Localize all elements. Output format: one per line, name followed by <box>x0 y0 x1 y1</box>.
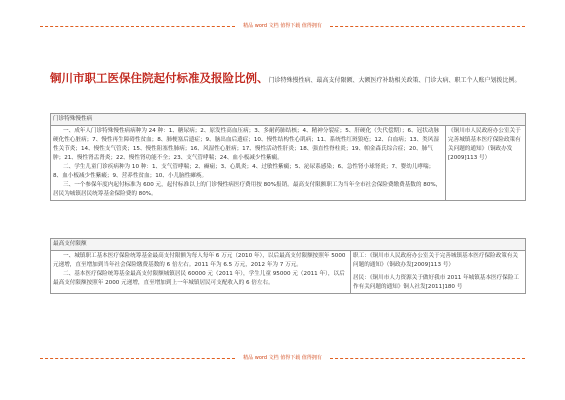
banner-text: 精品 word 文档 值得下载 值得拥有 <box>243 355 322 361</box>
title-subjects: 门诊特殊慢性病、最高支付限额、大额医疗补助相关政策、门诊大病、职工个人账户划拨比例。 <box>268 77 521 84</box>
payment-cap-table <box>50 238 526 294</box>
banner-divider-left <box>40 358 235 359</box>
chronic-disease-content <box>51 126 446 201</box>
document-title <box>50 70 530 87</box>
banner-text: 精品 word 文档 值得下载 值得拥有 <box>243 23 322 29</box>
banner-divider-right <box>330 26 525 27</box>
reimbursement-rule: 三、一个参保年度内起付标准为 600 元，起付标准以上的门诊慢性病医疗费用按 80%报销。最高支付限额职工为当年全市社会保险费缴费基数的 80%，居民为城镇居民统筹基金保险费的 80%。 <box>53 182 442 197</box>
payment-cap-heading: 最高支付限额 <box>51 239 526 251</box>
payment-cap-content <box>51 251 351 294</box>
title-main: 铜川市职工医保住院起付标准及报险比例、 <box>50 71 269 85</box>
payment-cap-source <box>351 251 526 294</box>
chronic-disease-table <box>50 113 526 201</box>
header-banner <box>0 20 565 32</box>
employee-cap-rule: 一、城镇职工基本医疗保险统筹基金最高支付限额为每人每年 6 万元（2010 年），以后最高支付限额按照年 5000 元递增，直至增加到当年社会保险缴费基数的 6 倍左右。2011 年为 6.5 万元，2012 年为 7 万元。 <box>53 253 346 268</box>
chronic-disease-heading: 门诊特殊慢性病 <box>51 114 526 126</box>
footer-banner <box>0 352 565 364</box>
employee-policy-source: 职工：《铜川市人民政府办公室关于完善城镇基本医疗保险政策有关问题的通知》（铜政办发[2009]113 号） <box>353 253 519 268</box>
banner-divider-left <box>40 26 235 27</box>
banner-divider-right <box>330 358 525 359</box>
chronic-disease-source: 《铜川市人民政府办公室关于完善城镇基本医疗保险政策有关问题的通知》（铜政办发[2009]113 号） <box>446 126 526 201</box>
adult-disease-list: 一、成年人门诊特殊慢性病病种为 24 种：1、糖尿病；2、原发性高血压病；3、多耐药肺结核；4、精神分裂症；5、肝硬化（失代偿期）；6、冠状动脉硬化性心脏病；7、慢性再生障碍性贫血；8、肺梗塞后遗症；9、脑出血后遗症；10、慢性结构性心肌病；11、系统性红斑狼疮；12、白血病；13、类风湿性关节炎；14、慢性支气管炎；15、慢性阻塞性肺病；16、风湿性心脏病；17、慢性活动性肝炎；18、强直性脊柱炎；19、帕金森氏综合症；20、肺气肿；21、慢性肾盂肾炎；22、慢性肾功能不全；23、支气管哮喘；24、血小板减少性紫癜。 <box>53 128 440 161</box>
student-disease-list: 二、学生儿童门诊疾病种为 10 种：1、支气管哮喘；2、癫痫；3、心肌炎；4、过敏性紫癜；5、泌尿系感染；6、急性肾小球肾炎；7、婴幼儿哮喘；8、血小板减少性紫癜；9、营养性贫血；10、小儿脑性瘫痪。 <box>53 164 435 179</box>
resident-cap-rule: 二、基本医疗保险统筹基金最高支付限额城镇居民 60000 元（2011 年），学生儿童 95000 元（2011 年），以后最高支付限额按照年 2000 元递增，直至增加到上一年城镇居民可支配收入的 6 倍左右。 <box>53 271 345 286</box>
resident-policy-source: 居民：《铜川市人力资源关于做好我市 2011 年城镇基本医疗保险工作有关问题的通知》铜人社发[2011]180 号 <box>353 275 520 290</box>
